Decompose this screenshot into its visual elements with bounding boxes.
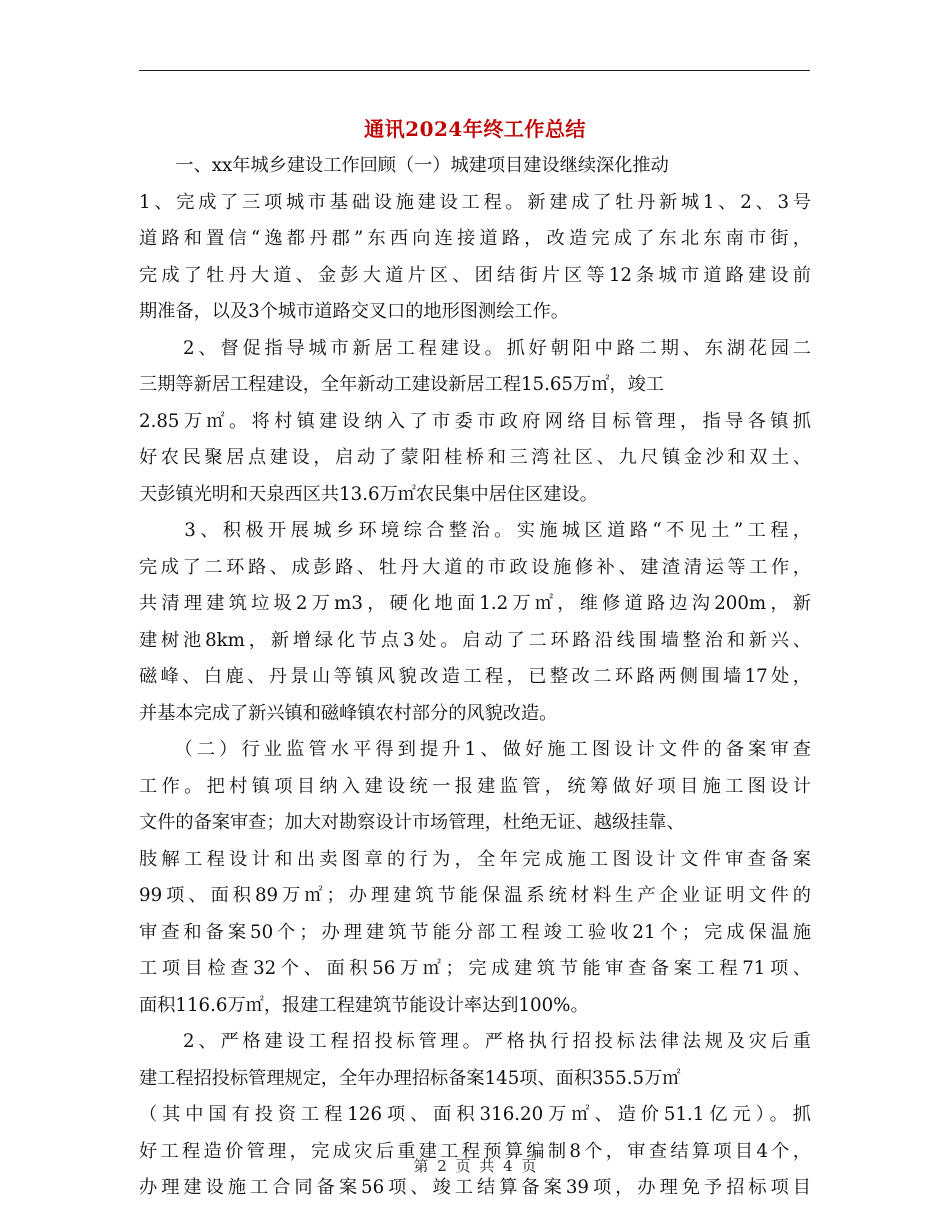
body-line: 一、xx年城乡建设工作回顾（一）城建项目建设继续深化推动	[139, 155, 669, 176]
body-line: 共清理建筑垃圾2万m3，硬化地面1.2万㎡，维修道路边沟200m，新	[139, 593, 811, 614]
body-line: 工项目检查32个、面积56万㎡；完成建筑节能审查备案工程71项、	[139, 958, 811, 979]
body-line: （二）行业监管水平得到提升1、做好施工图设计文件的备案审查	[139, 739, 811, 760]
body-line: 文件的备案审查；加大对勘察设计市场管理，杜绝无证、越级挂靠、	[139, 812, 685, 833]
body-line: 3、积极开展城乡环境综合整治。实施城区道路“不见土”工程，	[139, 520, 811, 541]
document-title: 通讯2024年终工作总结	[364, 117, 586, 141]
body-line: 1、完成了三项城市基础设施建设工程。新建成了牡丹新城1、2、3号	[139, 191, 811, 213]
body-line: 建树池8km，新增绿化节点3处。启动了二环路沿线围墙整治和新兴、	[139, 629, 811, 651]
body-line: 道路和置信“逸都丹郡”东西向连接道路，改造完成了东北东南市街，	[139, 228, 811, 249]
body-line: 完成了牡丹大道、金彭大道片区、团结街片区等12条城市道路建设前	[139, 264, 811, 286]
body-line: 面积116.6万㎡，报建工程建筑节能设计率达到100%。	[139, 994, 589, 1016]
body-line: （其中国有投资工程126项、面积316.20万㎡、造价51.1亿元）。抓	[139, 1104, 811, 1125]
body-line: 完成了二环路、成彭路、牡丹大道的市政设施修补、建渣清运等工作，	[139, 556, 811, 578]
body-line: 办理建设施工合同备案56项、竣工结算备案39项，办理免予招标项目	[139, 1177, 811, 1198]
body-line: 2、督促指导城市新居工程建设。抓好朝阳中路二期、东湖花园二	[139, 337, 811, 359]
body-line: 好工程造价管理，完成灾后重建工程预算编制8个，审查结算项目4个，	[139, 1140, 811, 1162]
body-line: 工作。把村镇项目纳入建设统一报建监管，统筹做好项目施工图设计	[139, 775, 811, 797]
document-body	[139, 148, 811, 1207]
page-footer: 第 2 页 共 4 页	[413, 1157, 537, 1175]
body-line: 天彭镇光明和天泉西区共13.6万㎡农民集中居住区建设。	[139, 483, 598, 505]
body-line: 2.85万㎡。将村镇建设纳入了市委市政府网络目标管理，指导各镇抓	[139, 410, 811, 432]
body-line: 期准备，以及3个城市道路交叉口的地形图测绘工作。	[139, 301, 569, 322]
body-line: 磁峰、白鹿、丹景山等镇风貌改造工程，已整改二环路两侧围墙17处，	[139, 666, 811, 687]
body-line: 并基本完成了新兴镇和磁峰镇农村部分的风貌改造。	[139, 702, 558, 724]
body-line: 2、严格建设工程招投标管理。严格执行招投标法律法规及灾后重	[139, 1031, 811, 1052]
body-line: 好农民聚居点建设，启动了蒙阳桂桥和三湾社区、九尺镇金沙和双土、	[139, 447, 811, 468]
body-line: 肢解工程设计和出卖图章的行为，全年完成施工图设计文件审查备案	[139, 848, 811, 870]
body-line: 三期等新居工程建设，全年新动工建设新居工程15.65万㎡，竣工	[139, 374, 664, 395]
header-rule	[139, 70, 810, 71]
body-line: 建工程招投标管理规定，全年办理招标备案145项、面积355.5万㎡	[139, 1067, 681, 1089]
body-line: 审查和备案50个；办理建筑节能分部工程竣工验收21个；完成保温施	[139, 921, 811, 943]
body-line: 99项、面积89万㎡；办理建筑节能保温系统材料生产企业证明文件的	[139, 885, 811, 906]
